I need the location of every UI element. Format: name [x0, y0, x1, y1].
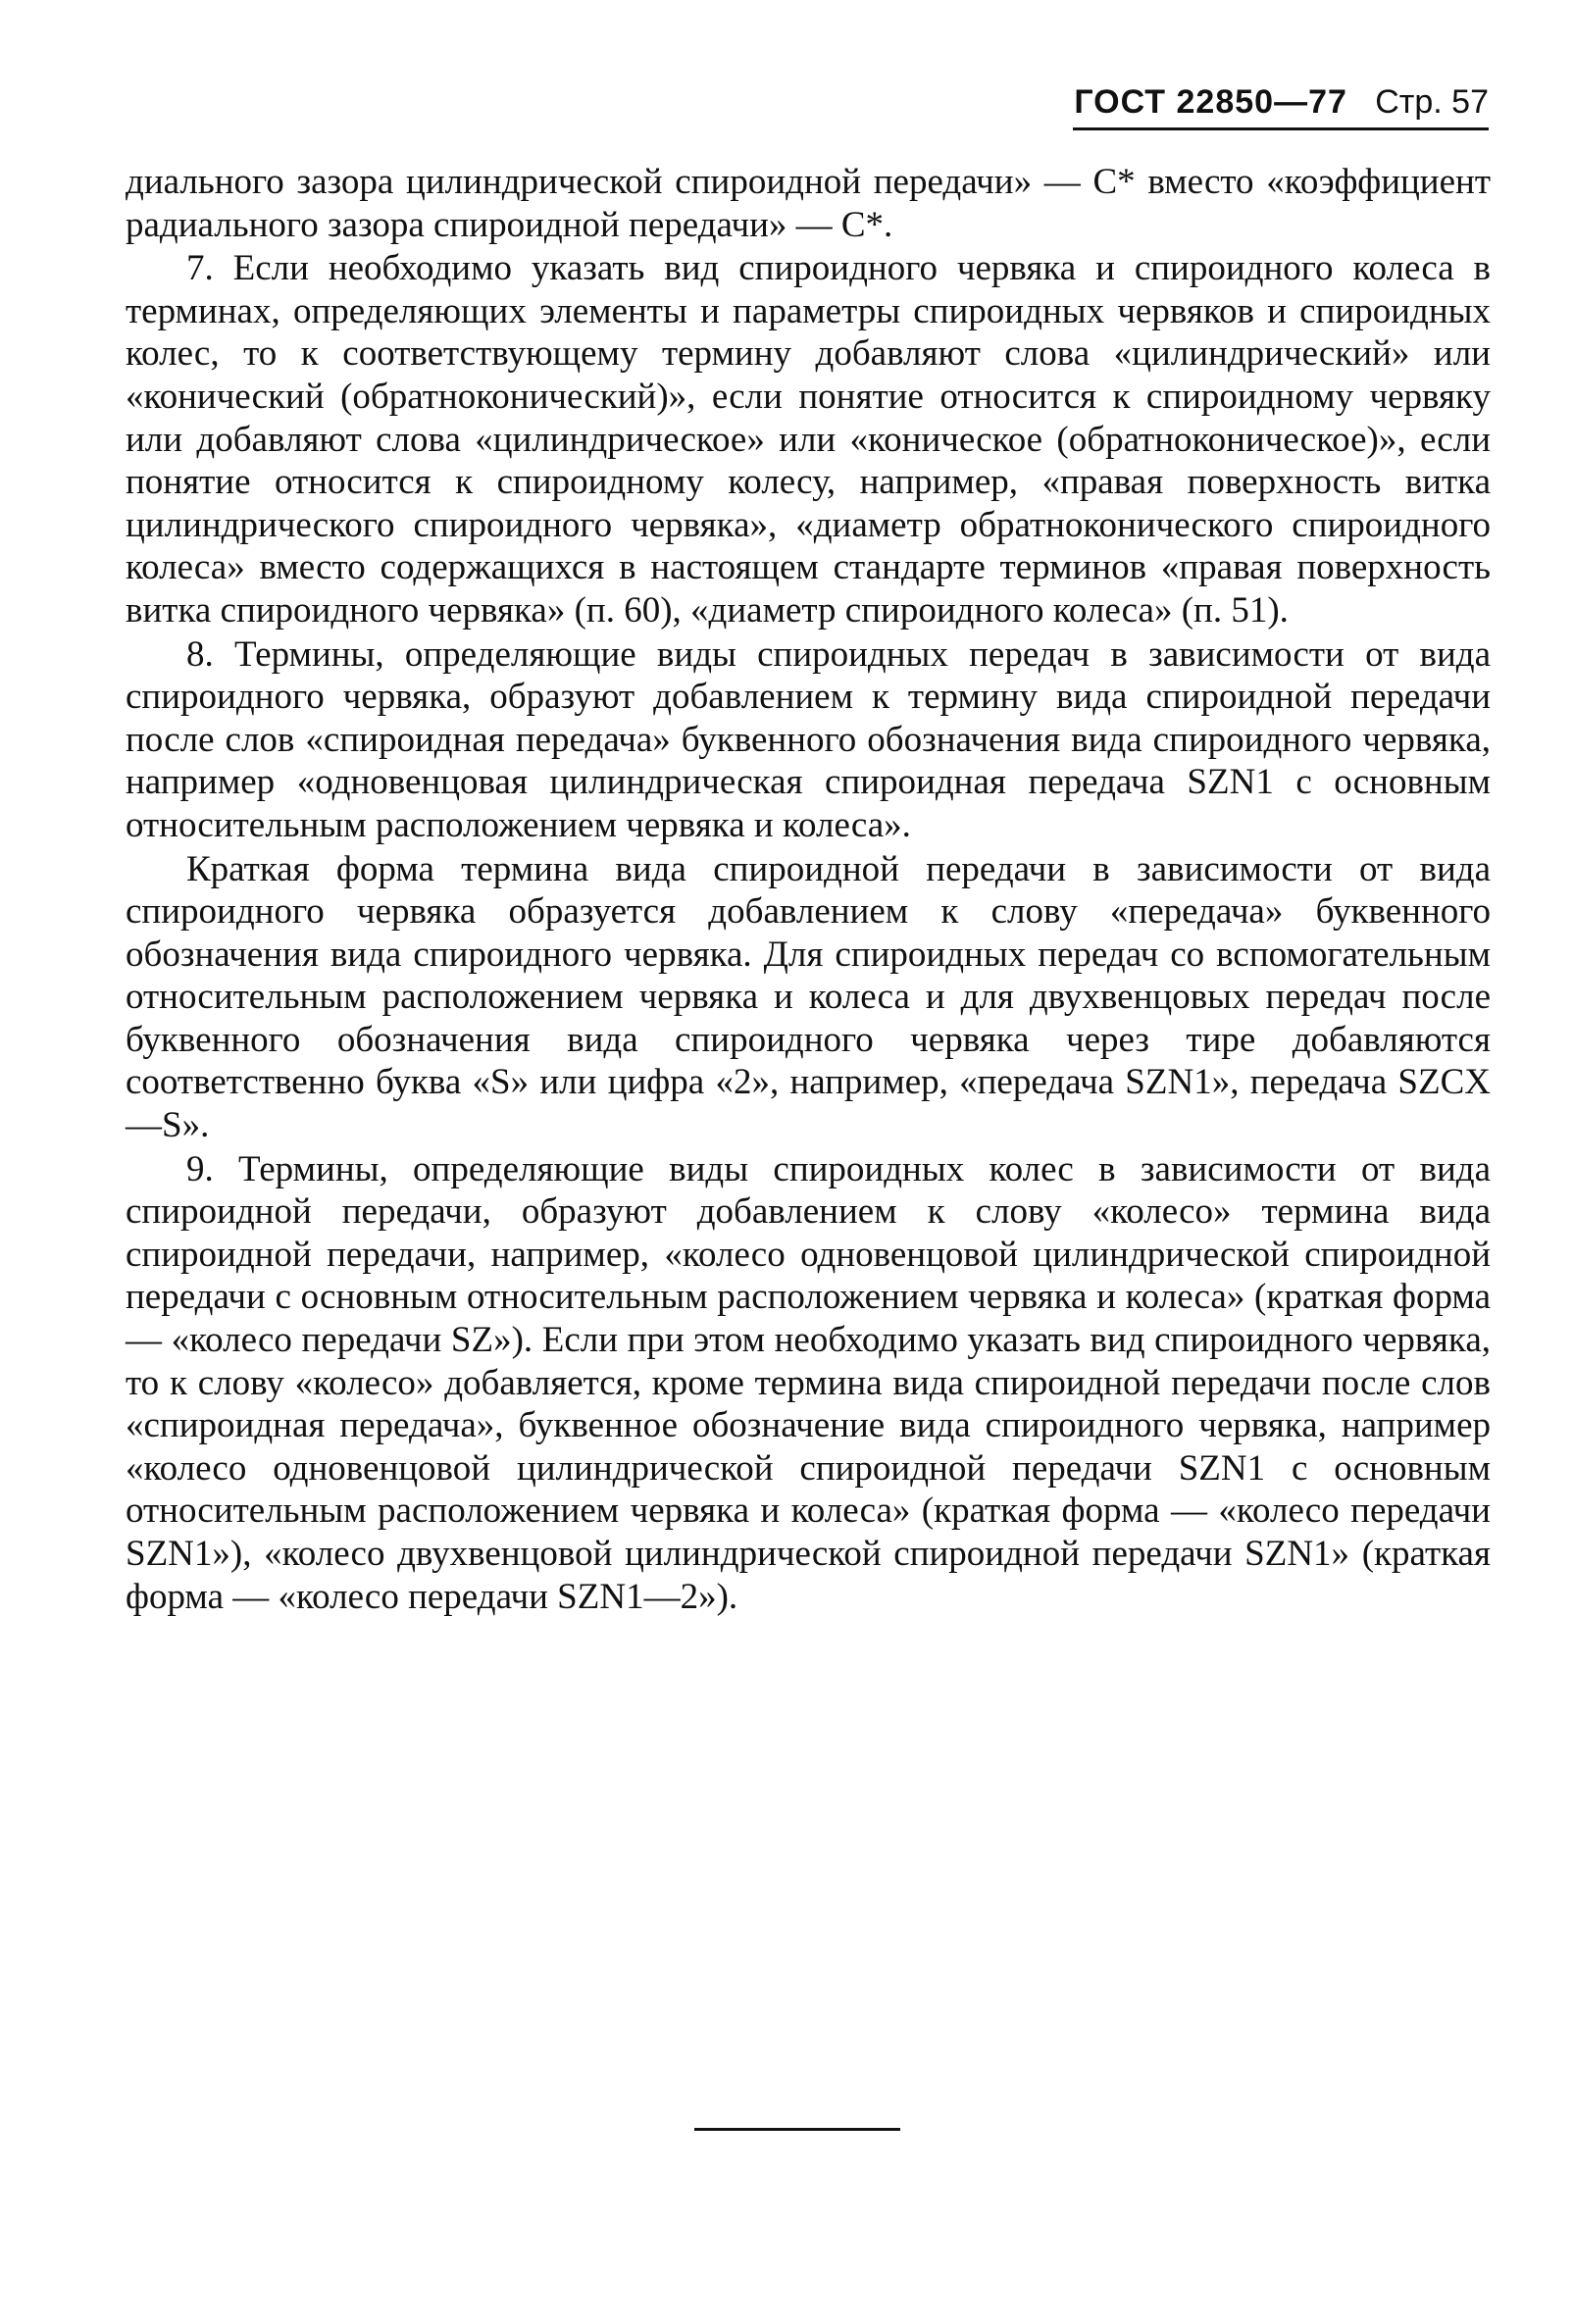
standard-number: ГОСТ 22850—77: [1074, 83, 1347, 121]
page-number: Стр. 57: [1375, 83, 1489, 121]
header-rule: [1073, 127, 1489, 130]
document-body: [126, 161, 1491, 1619]
paragraph-short-form: Краткая форма термина вида спироидной передачи в зависимости от вида спироидного червяка образуется добавлением к слову «передача» буквенного обозначения вида спироидного червяка. Для спироидных передач со вспомогательным относительным расположением червяка и колеса и для двухвенцовых передач после буквенного обозначения вида спироидного червяка через тире добавляются соответственно буква «S» или цифра «2», например, «передача SZN1», передача SZCX—S».: [126, 848, 1491, 1146]
end-rule: [694, 2128, 900, 2131]
page-header: [1063, 76, 1489, 127]
paragraph-clause-7: 7. Если необходимо указать вид спироидного червяка и спироидного колеса в терминах, определяющих элементы и параметры спироидных червяков и спироидных колес, то к соответствующему термину добавляют слова «цилиндрический» или «конический (обратноконический)», если понятие относится к спироидному червяку или добавляют слова «цилиндрическое» или «коническое (обратноконическое)», если понятие относится к спироидному колесу, например, «правая поверхность витка цилиндрического спироидного червяка», «диаметр обратноконического спироидного колеса» вместо содержащихся в настоящем стандарте терминов «правая поверхность витка спироидного червяка» (п. 60), «диаметр спироидного колеса» (п. 51).: [126, 248, 1491, 631]
paragraph-continuation: диального зазора цилиндрической спироидной передачи» — С* вместо «коэффициент радиального зазора спироидной передачи» — С*.: [126, 162, 1491, 245]
header-spacer: [1356, 83, 1365, 121]
paragraph-clause-9: 9. Термины, определяющие виды спироидных колес в зависимости от вида спироидной передачи, образуют добавлением к слову «колесо» термина вида спироидной передачи, например, «колесо одновенцовой цилиндрической спироидной передачи с основным относительным расположением червяка и колеса» (краткая форма — «колесо передачи SZ»). Если при этом необходимо указать вид спироидного червяка, то к слову «колесо» добавляется, кроме термина вида спироидной передачи после слов «спироидная передача», буквенное обозначение вида спироидного червяка, например «колесо одновенцовой цилиндрической спироидной передачи SZN1 с основным относительным расположением червяка и колеса» (краткая форма — «колесо передачи SZN1»), «колесо двухвенцовой цилиндрической спироидной передачи SZN1» (краткая форма — «колесо передачи SZN1—2»).: [126, 1148, 1491, 1617]
paragraph-clause-8: 8. Термины, определяющие виды спироидных передач в зависимости от вида спироидного червяка, образуют добавлением к термину вида спироидной передачи после слов «спироидная передача» буквенного обозначения вида спироидного червяка, например «одновенцовая цилиндрическая спироидная передача SZN1 с основным относительным расположением червяка и колеса».: [126, 633, 1491, 845]
